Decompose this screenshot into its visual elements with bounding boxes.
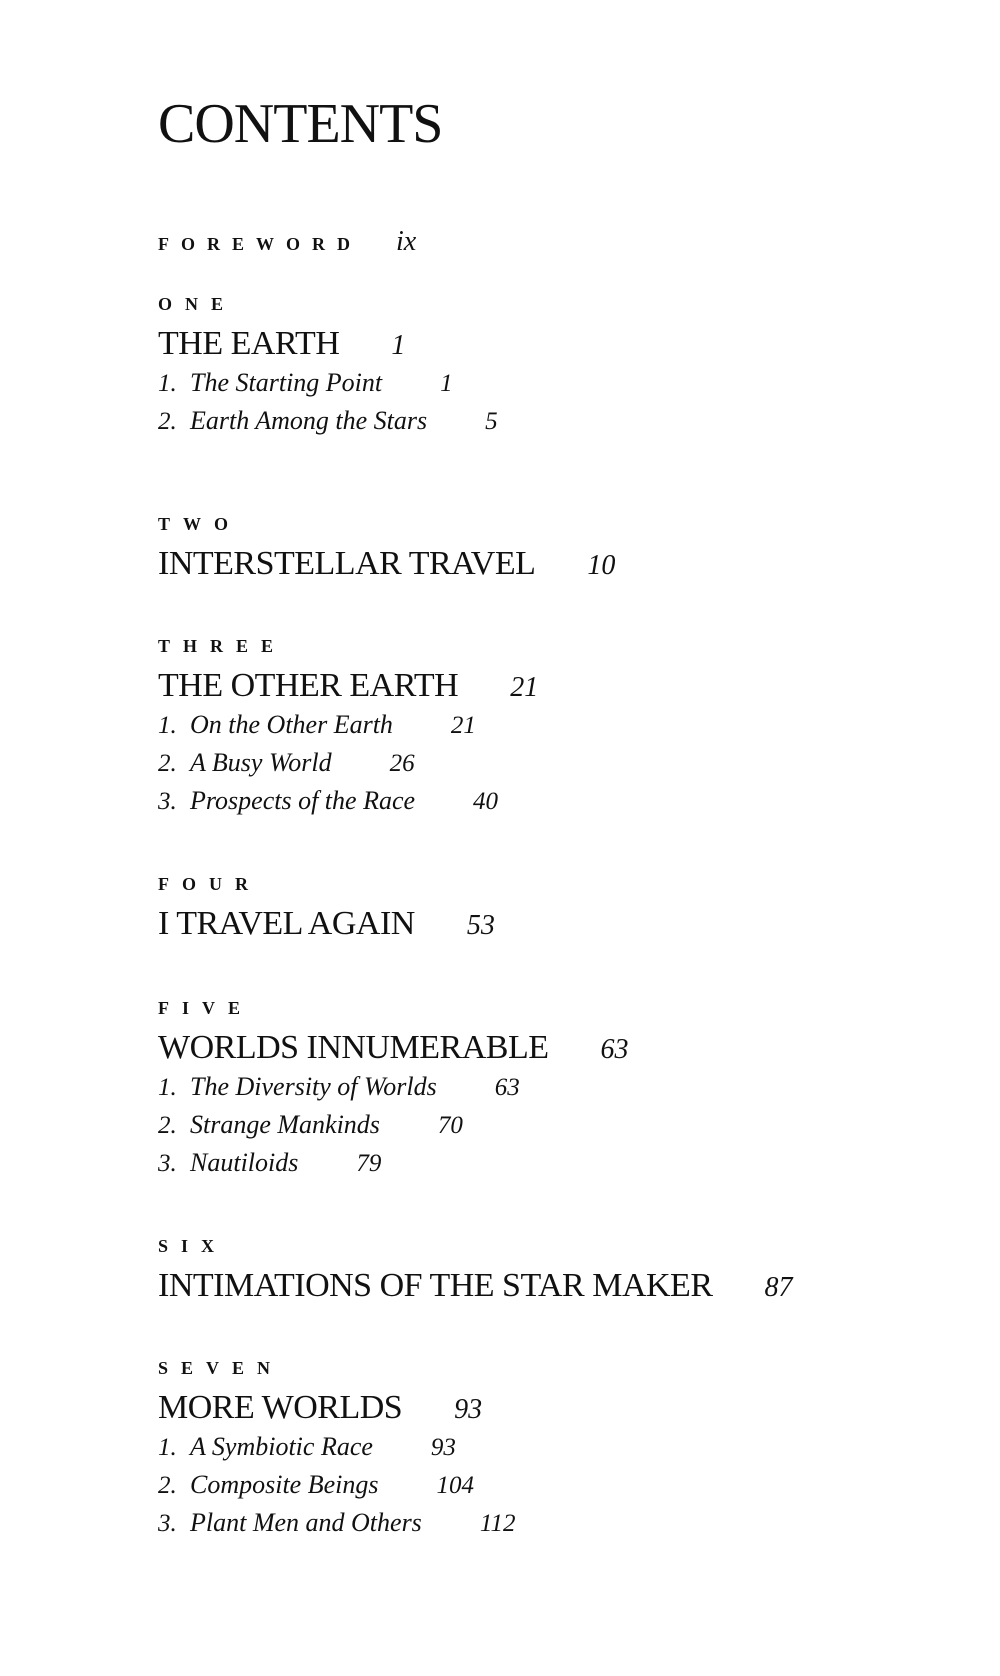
chapter-title: THE EARTH	[158, 325, 340, 362]
section-number: 3.	[158, 1510, 177, 1537]
section-number: 1.	[158, 1434, 177, 1461]
foreword-entry	[158, 226, 416, 258]
chapter-number: FOUR	[158, 874, 261, 894]
chapter-six	[158, 1234, 793, 1306]
section-number: 2.	[158, 1472, 177, 1499]
section-entry	[158, 364, 498, 402]
chapter-title: MORE WORLDS	[158, 1389, 403, 1426]
chapter-title-line	[158, 1388, 515, 1428]
section-number: 2.	[158, 750, 177, 777]
section-entry	[158, 1068, 628, 1106]
chapter-page-number: 87	[764, 1272, 793, 1303]
section-title: The Diversity of Worlds	[190, 1072, 437, 1101]
section-title: The Starting Point	[190, 368, 383, 397]
section-title: Nautiloids	[190, 1148, 299, 1177]
section-entry	[158, 1466, 515, 1504]
section-number: 3.	[158, 788, 177, 815]
chapter-two	[158, 512, 615, 584]
section-number: 2.	[158, 1112, 177, 1139]
chapter-title: INTERSTELLAR TRAVEL	[158, 545, 536, 582]
section-title: Strange Mankinds	[190, 1110, 380, 1139]
section-number: 3.	[158, 1150, 177, 1177]
chapter-title-line	[158, 1028, 628, 1068]
chapter-title: I TRAVEL AGAIN	[158, 905, 415, 942]
section-page-number: 63	[494, 1074, 520, 1101]
section-number: 1.	[158, 370, 177, 397]
chapter-title-line	[158, 904, 495, 944]
chapter-page-number: 1	[391, 330, 406, 361]
section-number: 1.	[158, 712, 177, 739]
chapter-page-number: 21	[510, 672, 539, 703]
chapter-one	[158, 292, 498, 440]
section-page-number: 112	[479, 1510, 516, 1537]
chapter-title: THE OTHER EARTH	[158, 667, 459, 704]
chapter-number: FIVE	[158, 998, 254, 1018]
foreword-page-number: ix	[396, 226, 417, 257]
chapter-number: ONE	[158, 294, 237, 314]
chapter-number: TWO	[158, 514, 242, 534]
chapter-four	[158, 872, 495, 944]
chapter-title: WORLDS INNUMERABLE	[158, 1029, 549, 1066]
chapter-page-number: 63	[600, 1034, 629, 1065]
section-page-number: 70	[437, 1112, 463, 1139]
section-title: On the Other Earth	[190, 710, 393, 739]
chapter-title-line	[158, 544, 615, 584]
section-page-number: 40	[473, 788, 499, 815]
section-page-number: 5	[485, 408, 498, 435]
section-entry	[158, 706, 538, 744]
chapter-page-number: 93	[454, 1394, 483, 1425]
chapter-number: SIX	[158, 1236, 228, 1256]
section-entry	[158, 402, 498, 440]
section-entry	[158, 782, 538, 820]
section-page-number: 104	[436, 1472, 474, 1499]
section-title: Prospects of the Race	[190, 786, 416, 815]
section-entry	[158, 1428, 515, 1466]
chapter-page-number: 53	[466, 910, 495, 941]
section-entry	[158, 1106, 628, 1144]
page-title: CONTENTS	[158, 93, 443, 155]
chapter-number: THREE	[158, 636, 287, 656]
chapter-three	[158, 634, 538, 820]
chapter-title-line	[158, 324, 498, 364]
section-page-number: 1	[440, 370, 453, 397]
foreword-label: FOREWORD	[158, 234, 362, 254]
section-entry	[158, 1504, 515, 1542]
chapter-title-line	[158, 666, 538, 706]
chapter-page-number: 10	[587, 550, 616, 581]
section-page-number: 79	[356, 1150, 382, 1177]
section-title: Composite Beings	[190, 1470, 379, 1499]
section-title: Plant Men and Others	[190, 1508, 422, 1537]
section-entry	[158, 1144, 628, 1182]
section-page-number: 93	[430, 1434, 456, 1461]
section-title: Earth Among the Stars	[190, 406, 428, 435]
chapter-title-line	[158, 1266, 793, 1306]
chapter-title: INTIMATIONS OF THE STAR MAKER	[158, 1267, 713, 1304]
section-number: 1.	[158, 1074, 177, 1101]
section-title: A Symbiotic Race	[190, 1432, 373, 1461]
chapter-seven	[158, 1356, 515, 1542]
section-entry	[158, 744, 538, 782]
chapter-five	[158, 996, 628, 1182]
section-page-number: 21	[450, 712, 476, 739]
section-page-number: 26	[389, 750, 415, 777]
section-number: 2.	[158, 408, 177, 435]
section-title: A Busy World	[190, 748, 332, 777]
chapter-number: SEVEN	[158, 1358, 284, 1378]
